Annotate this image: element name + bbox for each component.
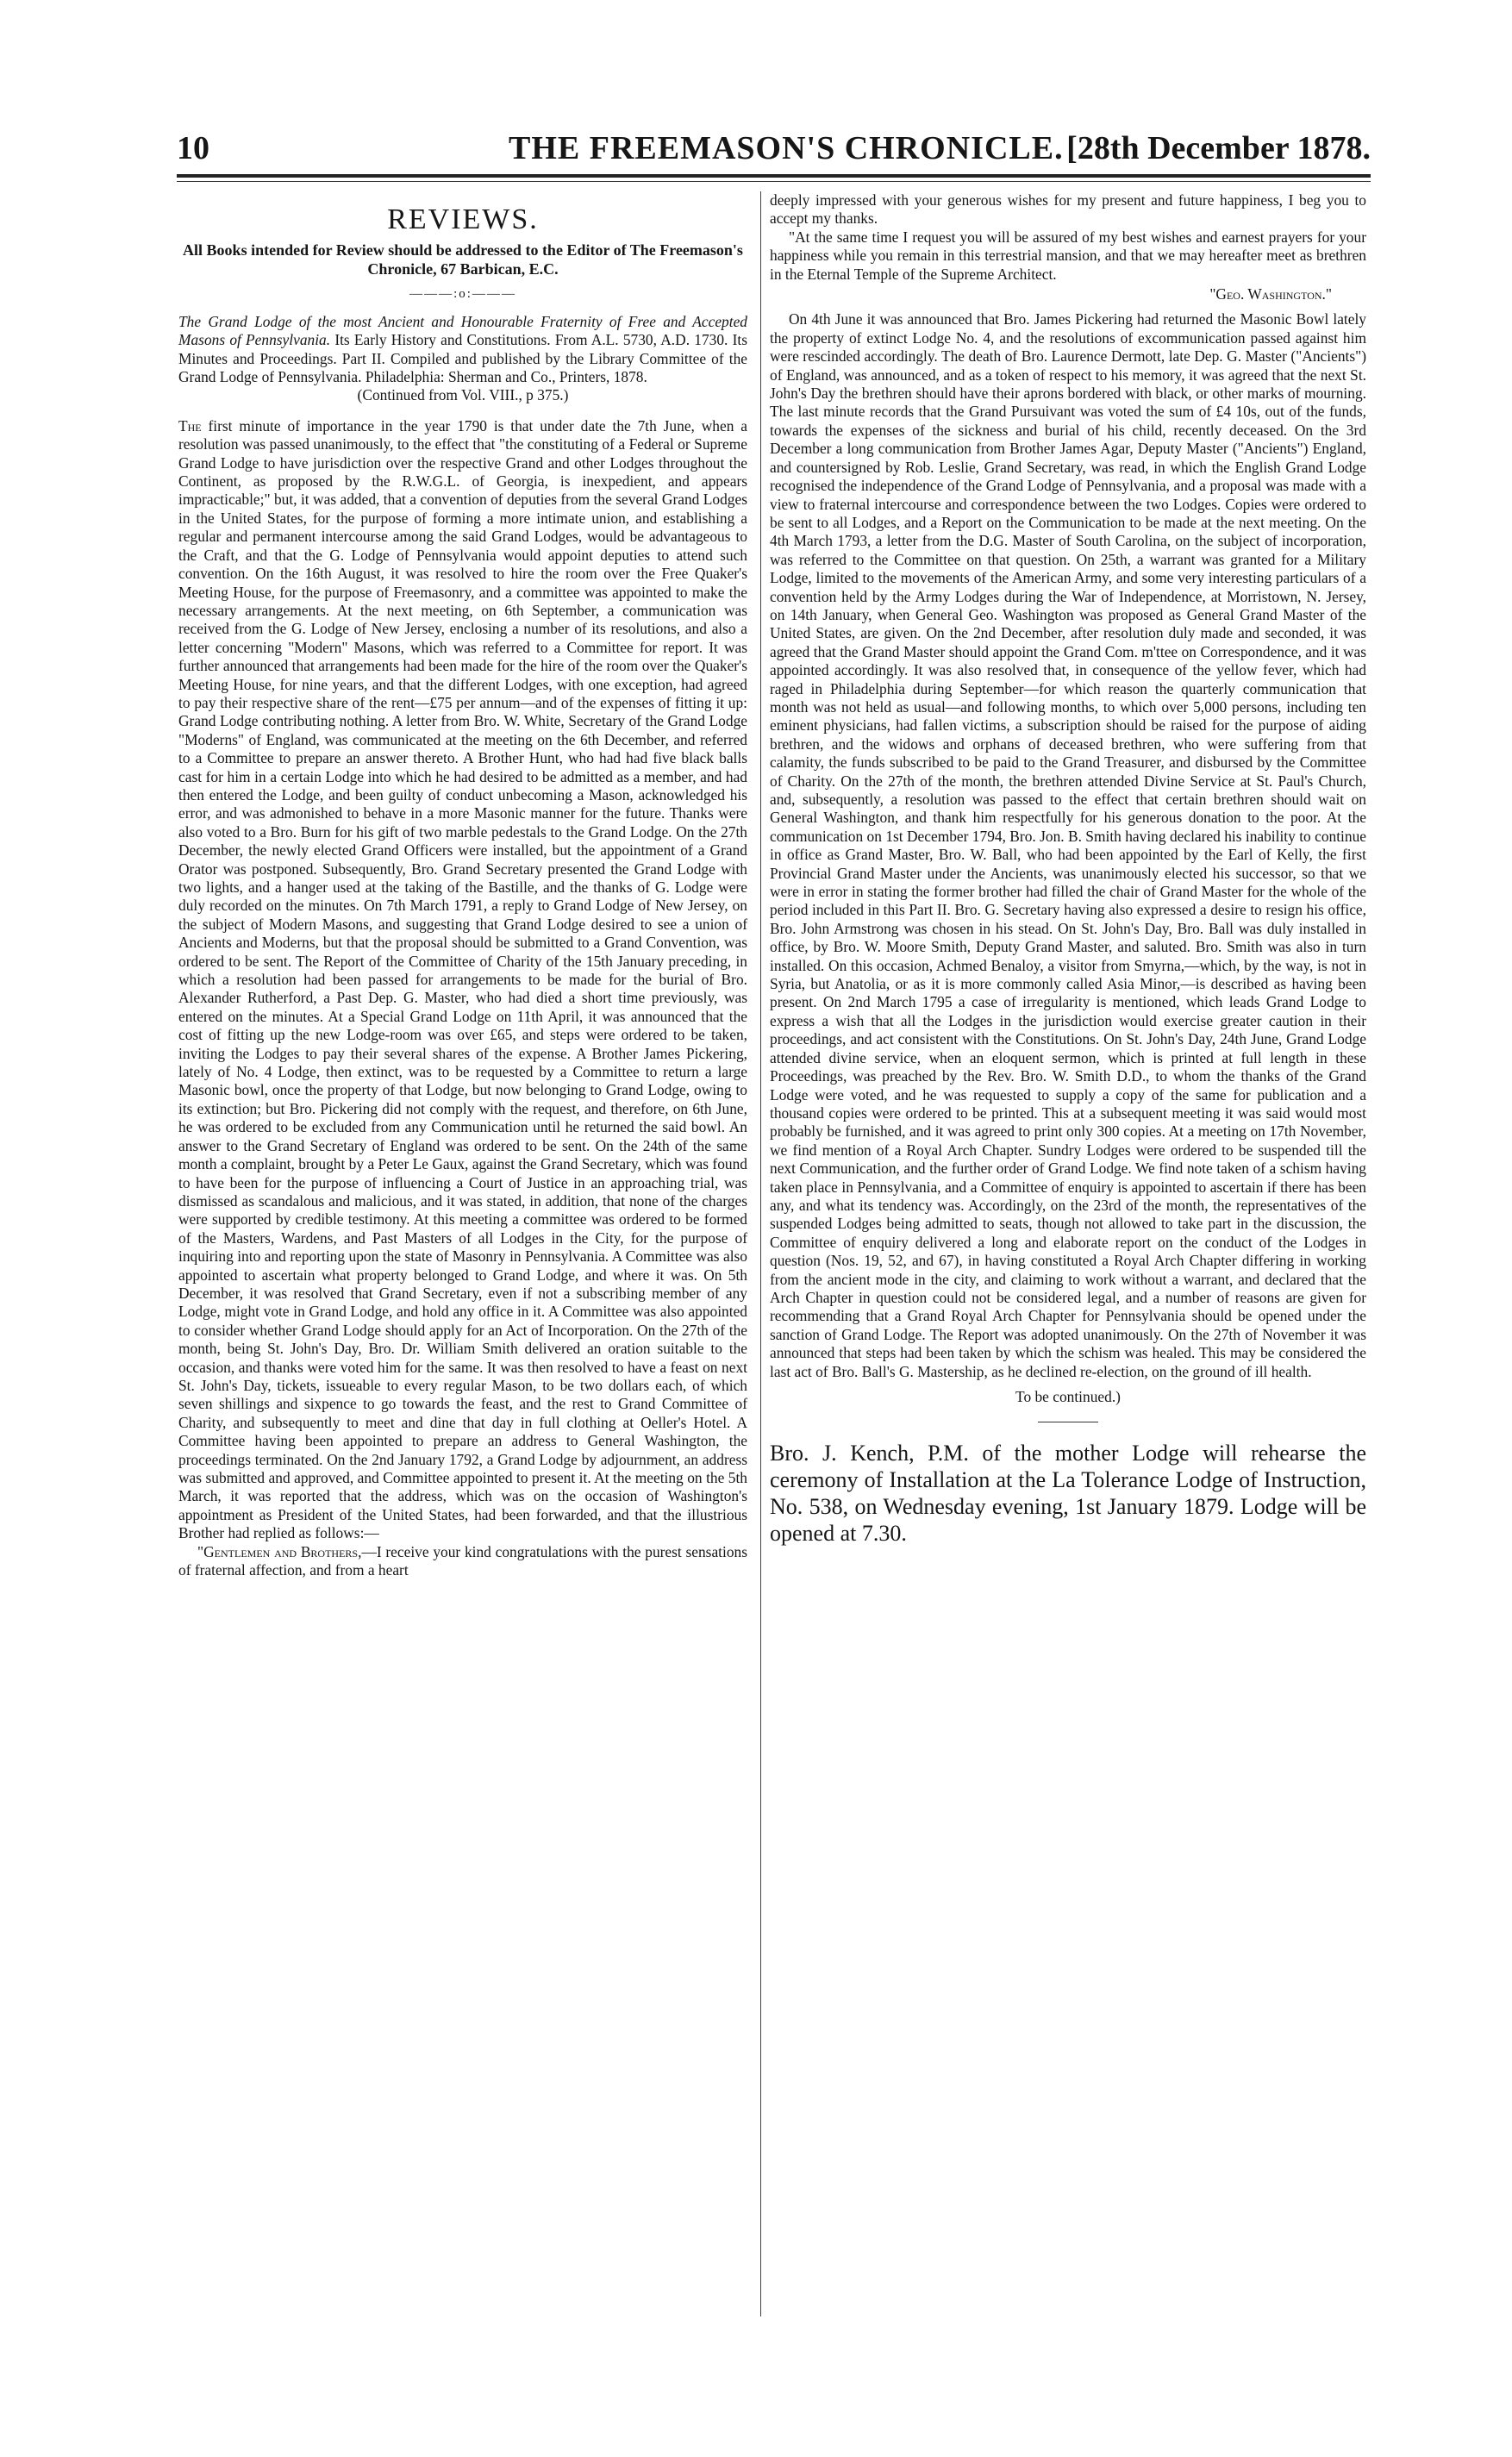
book-title: The Grand Lodge of the most Ancient and Honourable Fraternity of Free and Accepted Masons of Pennsylvania. [178, 312, 747, 349]
book-citation [178, 313, 747, 387]
section-heading: REVIEWS. [387, 203, 539, 235]
letter-final-paragraph: "At the same time I request you will be assured of my best wishes and earnest prayers for your happiness while you remain in this terrestrial mansion, and that we may hereafter meet as brethren in the Eternal Temple of the Supreme Architect. [770, 228, 1366, 283]
ornament-separator: ———:o:——— [409, 287, 516, 302]
masthead [177, 129, 1371, 174]
review-body-continued: On 4th June it was announced that Bro. James Pickering had returned the Masonic Bowl lately the property of extinct Lodge No. 4, and the resolutions of excommunication passed against him were rescinded accordingly. The death of Bro. Laurence Dermott, late Dep. G. Master ("Ancients") of England, was announced, and as a token of respect to his memory, it was agreed that the next St. John's Day the brethren should have their aprons bordered with black, or other marks of mourning. The last minute records that the Grand Pursuivant was voted the sum of £4 10s, out of the funds, towards the expenses of the sickness and burial of his child, recently deceased. On the 3rd December a long communication from Brother James Agar, Deputy Master ("Ancients") England, and countersigned by Rob. Leslie, Grand Secretary, was read, in which the English Grand Lodge recognised the independence of the Grand Lodge of Pennsylvania, and a proposal was made with a view to fraternal intercourse and correspondence between the two Lodges. Copies were ordered to be sent to all Lodges, and a Report on the Communication to be made at the next meeting. On the 4th March 1793, a letter from the D.G. Master of South Carolina, on the subject of incorporation, was referred to the Committee on that question. On 25th, a warrant was granted for a Military Lodge, limited to the movements of the American Army, and some very interesting particulars of a convention held by the Army Lodges during the War of Independence, at Morristown, N. Jersey, on 14th January, when General Geo. Washington was proposed as General Grand Master of the United States, are given. On the 2nd December, after resolution duly made and seconded, it was agreed that the Grand Master should appoint the Grand Com. m'ttee on Correspondence, and it was appointed accordingly. It was also resolved that, in consequence of the yellow fever, which had raged in Philadelphia during September—for which reason the quarterly communication that month was not held as usual—and following months, to which over 5,000 persons, including ten eminent physicians, had fallen victims, a subscription should be raised for the purpose of aiding brethren, and the widows and orphans of deceased brethren, who were suffering from that calamity, the funds subscribed to be paid to the Grand Treasurer, and disbursed by the Committee of Charity. On the 27th of the month, the brethren attended Divine Service at St. Paul's Church, and, subsequently, a resolution was passed to the effect that certain brethren should wait on General Washington, and thank him respectfully for his generous donation to the poor. At the communication on 1st December 1794, Bro. Jon. B. Smith having declared his inability to continue in office as Grand Master, Bro. W. Ball, who had been appointed by the Earl of Kelly, the first Provincial Grand Master under the Ancients, was unanimously elected his successor, so that we were in error in stating the former brother had filled the chair of Grand Master for the whole of the period included in this Part II. Bro. G. Secretary having also expressed a desire to resign his office, Bro. John Armstrong was chosen in his stead. On St. John's Day, Bro. Ball was duly installed in office, by Bro. W. Moore Smith, Deputy Grand Master, and saluted. Bro. Smith was also in turn installed. On this occasion, Achmed Benaloy, a visitor from Smyrna,—which, by the way, is not in Syria, but Anatolia, or as it is more commonly called Asia Minor,—is described as having been present. On 2nd March 1795 a case of irregularity is mentioned, which leads Grand Lodge to express a wish that all the Lodges in the jurisdiction would exercise greater caution in their proceedings, and act consistent with the Constitutions. On St. John's Day, 24th June, Grand Lodge attended divine service, when an eloquent sermon, which is printed at full length in these Proceedings, was preached by the Rev. Bro. W. Smith D.D., to whom the thanks of the Grand Lodge were voted, and he was requested to supply a copy of the same for publication and a thousand copies were ordered to be printed. This at a subsequent meeting it was said would most probably be furnished, and it was agreed to print only 300 copies. At a meeting on 17th November, we find mention of a Royal Arch Chapter. Sundry Lodges were ordered to be suspended till the next Communication, and the further order of Grand Lodge. We find note taken of a schism having taken place in Pennsylvania, and a Committee of enquiry is appointed to ascertain if there has been any, and what its tendency was. Accordingly, on the 23rd of the month, the representatives of the suspended Lodges being admitted to seats, though not allowed to take part in the discussion, the Committee of enquiry delivered a long and elaborate report on the conduct of the Lodges in question (Nos. 19, 52, and 67), in having constituted a Royal Arch Chapter differing in working from the ancient mode in the city, and claiming to work without a warrant, and declared that the Arch Chapter in question could not be considered legal, and a number of reasons are given for recommending that a Grand Royal Arch Chapter for Pennsylvania should be opened under the sanction of Grand Lodge. The Report was adopted unanimously. On the 27th of November it was announced that steps had been taken by which the schism was healed. This may be considered the last act of Bro. Ball's G. Mastership, as he declined re-election, on the ground of ill health. [770, 310, 1366, 1380]
letter-continuation: deeply impressed with your generous wishes for my present and future happiness, I beg you to accept my thanks. [770, 191, 1366, 228]
page-number: 10 [177, 130, 209, 166]
body-lead-word: The [178, 416, 202, 435]
letter-signature: "Geo. Washington." [1209, 285, 1332, 303]
letter-opening-text: —I receive your kind congratulations with the purest sensations of fraternal affection, and from a heart [178, 1542, 747, 1579]
left-column [178, 191, 747, 1579]
newspaper-title: THE FREEMASON'S CHRONICLE. [509, 130, 1064, 166]
book-details: Its Early History and Constitutions. From A.L. 5730, A.D. 1730. Its Minutes and Proceedings. Part II. Compiled and published by the Library Committee of the Grand Lodge of Pennsylvania. Philadelphia: Sherman and Co., Printers, 1878. [178, 331, 747, 386]
continued-from-note: (Continued from Vol. VIII., p 375.) [357, 386, 569, 404]
review-notice: All Books intended for Review should be addressed to the Editor of The Freemason's Chronicle, 67 Barbican, E.C. [183, 241, 743, 278]
washington-letter-opening [178, 1543, 747, 1580]
review-body [178, 417, 747, 1543]
review-body-text: first minute of importance in the year 1790 is that under date the 7th June, when a resolution was passed unanimously, to the effect that "the constituting of a Federal or Supreme Grand Lodge to have jurisdiction over the respective Grand and other Lodges throughout the Continent, as proposed by the R.W.G.L. of Georgia, is inexpedient, and appears impracticable;" but, it was added, that a convention of deputies from the several Grand Lodges in the United States, for the purpose of forming a more intimate union, and establishing a regular and permanent intercourse among the said Grand Lodges, would be advantageous to the Craft, and that the G. Lodge of Pennsylvania would appoint deputies to attend such convention. On the 16th August, it was resolved to hire the room over the Free Quaker's Meeting House, for the purpose of Freemasonry, and a committee was appointed to make the necessary arrangements. At the next meeting, on 6th September, a communication was received from the G. Lodge of New Jersey, enclosing a number of its resolutions, and also a letter concerning "Modern" Masons, which was referred to a Committee for report. It was further announced that arrangements had been made for the hire of the room over the Quaker's Meeting House, for nine years, and that the different Lodges, with one exception, had agreed to pay their respective share of the rent—£75 per annum—and of the expenses of fitting it up: Grand Lodge contributing nothing. A letter from Bro. W. White, Secretary of the Grand Lodge "Moderns" of England, was communicated at the meeting on the 6th December, and referred to a Committee to prepare an answer thereto. A Brother Hunt, who had had five black balls cast for him in a certain Lodge into which he had desired to be admitted as a member, and had then entered the Lodge, and been guilty of conduct unbecoming a Mason, acknowledged his error, and was admonished to behave in a more Masonic manner for the future. Thanks were also voted to a Bro. Burn for his gift of two marble pedestals to the Grand Lodge. On the 27th December, the newly elected Grand Officers were installed, but the appointment of a Grand Orator was postponed. Subsequently, Bro. Grand Secretary presented the Grand Lodge with two lights, and a hanger used at the taking of the Bastille, and the thanks of G. Lodge were duly recorded on the minutes. On 7th March 1791, a reply to Grand Lodge of New Jersey, on the subject of Modern Masons, and suggesting that Grand Lodge desired to see a union of Ancients and Moderns, but that the proposal should be submitted to a Grand Convention, was ordered to be sent. The Report of the Committee of Charity of the 15th January preceding, in which a resolution had been passed for arrangements to be made for the burial of Bro. Alexander Rutherford, a Past Dep. G. Master, who had died a short time previously, was entered on the minutes. At a Special Grand Lodge on 11th April, it was announced that the cost of fitting up the new Lodge-room was over £65, and steps were ordered to be taken, inviting the Lodges to pay their several shares of the expense. A Brother James Pickering, lately of No. 4 Lodge, then extinct, was to be requested by a Committee to return a large Masonic bowl, once the property of that Lodge, but now belonging to Grand Lodge, owing to its extinction; but Bro. Pickering did not comply with the request, and therefore, on 6th June, he was ordered to be excluded from any Communication until he returned the said bowl. An answer to the Grand Secretary of England was ordered to be sent. On the 24th of the same month a complaint, brought by a Peter Le Gaux, against the Grand Secretary, which was found to have been for the purpose of influencing a Court of Justice in an approaching trial, was dismissed as scandalous and malicious, and it was stated, in addition, that none of the charges were supported by credible testimony. At this meeting a committee was ordered to be formed of the Masters, Wardens, and Past Masters of all Lodges in the City, for the purpose of inquiring into and reporting upon the state of Masonry in Pennsylvania. A Committee was also appointed to ascertain what property belonged to Grand Lodge, and where it was. On 5th December, it was resolved that Grand Secretary, even if not a subscribing member of any Lodge, might vote in Grand Lodge, and hold any office in it. A Committee was also appointed to consider whether Grand Lodge should apply for an Act of Incorporation. On the 27th of the month, being St. John's Day, Bro. Dr. William Smith delivered an oration suitable to the occasion, and thanks were voted him for the same. It was then resolved to have a feast on next St. John's Day, tickets, issueable to every regular Mason, to be two dollars each, of which seven shillings and sixpence to go towards the feast, and the rest to Grand Committee of Charity, and subsequently to meet and dine that day in full clothing at Oeller's Hotel. A Committee having been appointed to prepare an address to General Washington, the proceedings terminated. On the 2nd January 1792, a Grand Lodge by adjournment, an address was submitted and approved, and Committee appointed to present it. At the meeting on the 5th March, it was reported that the address, which was on the occasion of Washington's appointment as President of the United States, had been forwarded, and that the illustrious Brother had replied as follows:— [178, 416, 747, 1542]
masthead-rule [177, 174, 1371, 178]
lodge-announcement: Bro. J. Kench, P.M. of the mother Lodge will rehearse the ceremony of Installation at the La Tolerance Lodge of Instruction, No. 538, on Wednesday evening, 1st January 1879. Lodge will be opened at 7.30. [770, 1441, 1366, 1547]
column-divider [760, 191, 761, 2316]
issue-date: [28th December 1878. [1066, 130, 1371, 166]
to-be-continued: To be continued.) [1015, 1388, 1121, 1405]
right-column [770, 191, 1366, 1547]
letter-salutation: "Gentlemen and Brothers, [197, 1542, 362, 1560]
masthead-rule-thin [177, 181, 1371, 182]
